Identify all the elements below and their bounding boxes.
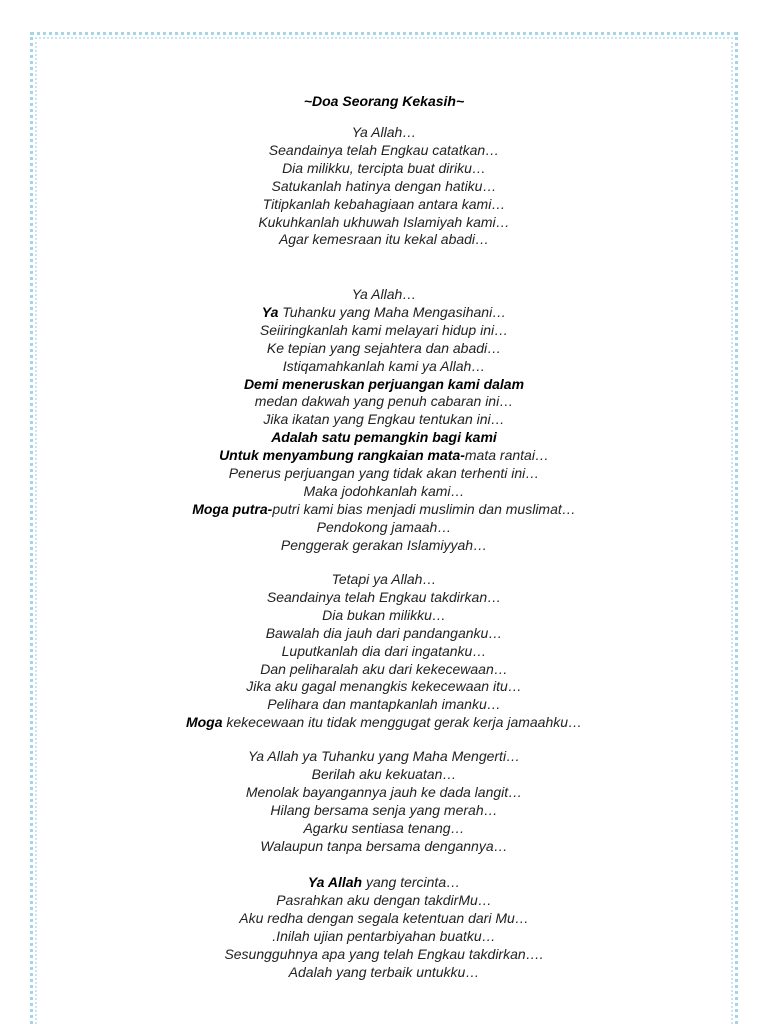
- poem-line: Pelihara dan mantapkanlah imanku…: [267, 696, 501, 713]
- poem-line: [0, 714, 768, 732]
- stanza-4: [0, 748, 768, 855]
- poem-line: Hilang bersama senja yang merah…: [270, 801, 498, 818]
- poem-line: Demi meneruskan perjuangan kami dalam: [243, 375, 525, 392]
- stanza-2: [0, 286, 768, 555]
- poem-line: Berilah aku kekuatan…: [311, 765, 457, 782]
- poem-line: Walaupun tanpa bersama dengannya…: [260, 837, 508, 854]
- poem-line: Titipkanlah kebahagiaan antara kami…: [262, 195, 506, 212]
- poem-line: .Inilah ujian pentarbiyahan buatku…: [272, 927, 496, 944]
- line-emphasis: Moga putra-: [192, 500, 273, 517]
- poem-line: Menolak bayangannya jauh ke dada langit…: [245, 783, 523, 800]
- poem-line: Jika aku gagal menangkis kekecewaan itu…: [246, 678, 522, 695]
- poem-line: Istiqamahkanlah kami ya Allah…: [282, 357, 486, 374]
- poem-line: Ya Allah ya Tuhanku yang Maha Mengerti…: [247, 748, 521, 764]
- line-emphasis: Untuk menyambung rangkaian mata-: [219, 447, 465, 464]
- line-text: Tuhanku yang Maha Mengasihani…: [278, 303, 507, 320]
- poem-line: Maka jodohkanlah kami…: [303, 482, 465, 499]
- poem-line: Aku redha dengan segala ketentuan dari Mu…: [239, 909, 529, 926]
- poem-line: Dia bukan milikku…: [322, 606, 446, 623]
- poem-line: Pendokong jamaah…: [316, 518, 452, 535]
- poem-line: Penerus perjuangan yang tidak akan terhenti ini…: [228, 465, 540, 482]
- poem-line: Agarku sentiasa tenang…: [303, 819, 465, 836]
- poem-line: medan dakwah yang penuh cabaran ini…: [254, 393, 514, 410]
- poem-line: Ya Allah…: [351, 124, 417, 140]
- poem-line: Sesungguhnya apa yang telah Engkau takdirkan….: [224, 945, 544, 962]
- poem-line: Dia milikku, tercipta buat diriku…: [282, 159, 486, 176]
- line-text: mata rantai…: [464, 447, 549, 464]
- stanza-5: [0, 874, 768, 981]
- poem-line: Kukuhkanlah ukhuwah Islamiyah kami…: [258, 213, 510, 230]
- line-emphasis: Ya: [261, 303, 279, 320]
- poem-line: Adalah yang terbaik untukku…: [288, 963, 480, 980]
- poem-line: Luputkanlah dia dari ingatanku…: [281, 642, 487, 659]
- line-text: putri kami bias menjadi muslimin dan muslimat…: [272, 500, 576, 517]
- poem-line: Penggerak gerakan Islamiyyah…: [280, 536, 488, 553]
- poem-line: [0, 304, 768, 322]
- poem-line: Seandainya telah Engkau catatkan…: [268, 141, 500, 158]
- poem-line: Adalah satu pemangkin bagi kami: [271, 429, 497, 446]
- poem-line: Seandainya telah Engkau takdirkan…: [266, 588, 502, 605]
- line-emphasis: Moga: [185, 714, 223, 731]
- poem-line: Tetapi ya Allah…: [331, 571, 437, 587]
- line-emphasis: Ya Allah: [307, 874, 363, 890]
- poem-line: Jika ikatan yang Engkau tentukan ini…: [263, 411, 505, 428]
- poem-line: [0, 501, 768, 519]
- poem-line: Agar kemesraan itu kekal abadi…: [278, 231, 490, 248]
- poem-line: Seiiringkanlah kami melayari hidup ini…: [259, 321, 509, 338]
- poem-line: [0, 874, 768, 892]
- line-text: yang tercinta…: [362, 874, 461, 890]
- poem-title: ~Doa Seorang Kekasih~: [303, 93, 465, 109]
- poem-line: [0, 447, 768, 465]
- poem-line: Pasrahkan aku dengan takdirMu…: [276, 891, 492, 908]
- poem-line: Dan peliharalah aku dari kekecewaan…: [260, 660, 508, 677]
- poem-line: Ke tepian yang sejahtera dan abadi…: [266, 339, 502, 356]
- poem-line: Bawalah dia jauh dari pandanganku…: [265, 624, 503, 641]
- poem-line: Ya Allah…: [351, 286, 417, 302]
- stanza-3: [0, 571, 768, 732]
- poem-line: Satukanlah hatinya dengan hatiku…: [271, 177, 497, 194]
- line-text: kekecewaan itu tidak menggugat gerak kerja jamaahku…: [222, 714, 583, 731]
- stanza-1: [0, 124, 768, 249]
